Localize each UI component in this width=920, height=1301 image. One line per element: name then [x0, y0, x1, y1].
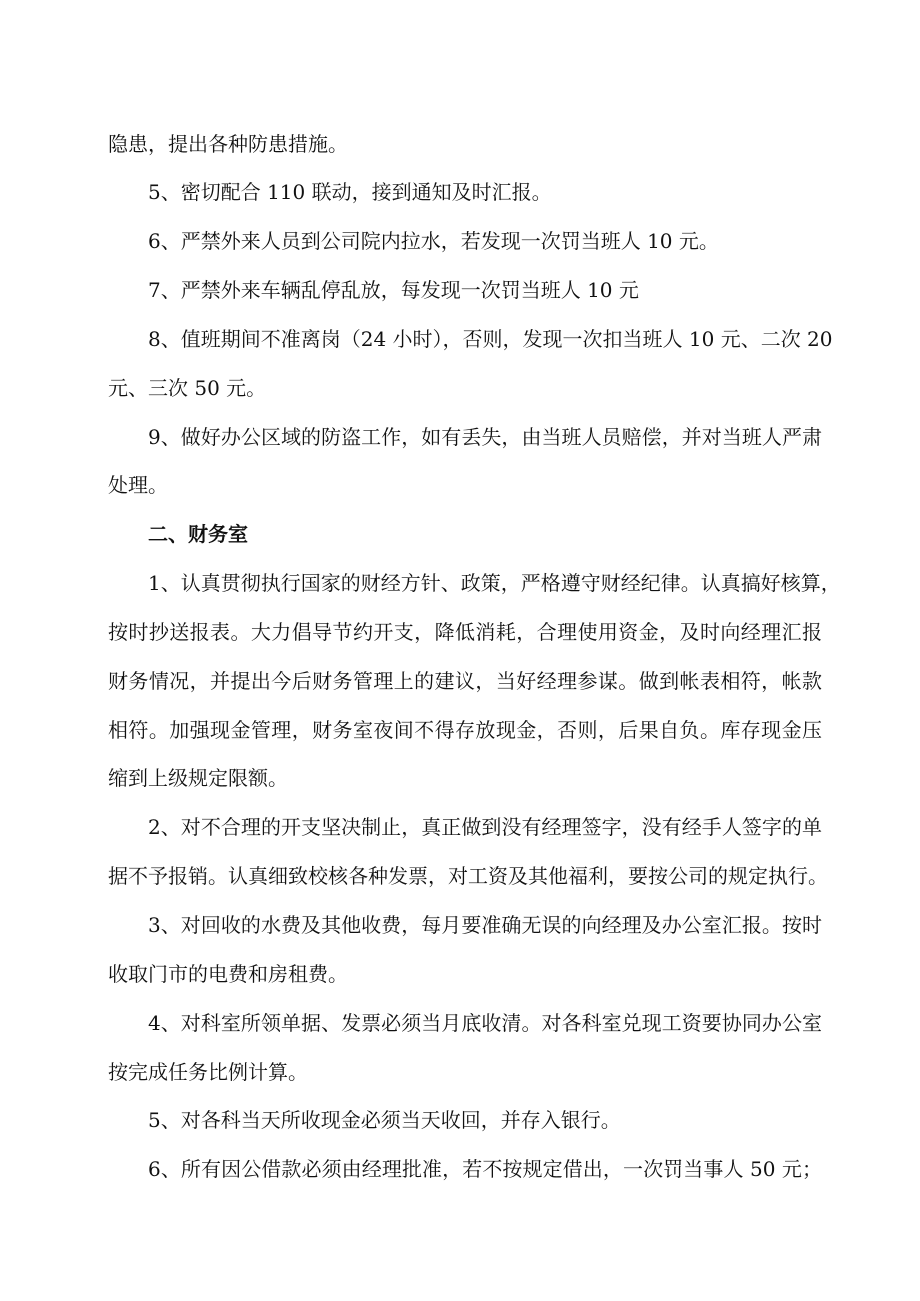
paragraph-line: 3、对回收的水费及其他收费，每月要准确无误的向经理及办公室汇报。按时 [148, 913, 822, 937]
paragraph-line: 1、认真贯彻执行国家的财经方针、政策，严格遵守财经纪律。认真搞好核算， [148, 571, 841, 595]
paragraph-line: 8、值班期间不准离岗（24 小时），否则，发现一次扣当班人 10 元、二次 20 [148, 327, 833, 351]
paragraph-line: 4、对科室所领单据、发票必须当月底收清。对各科室兑现工资要协同办公室 [148, 1011, 822, 1035]
paragraph-line: 隐患，提出各种防患措施。 [108, 132, 348, 156]
paragraph-line: 9、做好办公区域的防盗工作，如有丢失，由当班人员赔偿，并对当班人严肃 [148, 425, 822, 449]
paragraph-line: 按时抄送报表。大力倡导节约开支，降低消耗，合理使用资金，及时向经理汇报 [108, 620, 822, 644]
paragraph-line: 元、三次 50 元。 [108, 376, 267, 400]
paragraph-line: 处理。 [108, 473, 168, 497]
paragraph-line: 5、对各科当天所收现金必须当天收回，并存入银行。 [148, 1108, 621, 1132]
paragraph-line: 5、密切配合 110 联动，接到通知及时汇报。 [148, 180, 552, 204]
paragraph-line: 6、严禁外来人员到公司院内拉水，若发现一次罚当班人 10 元。 [148, 229, 719, 253]
paragraph-line: 按完成任务比例计算。 [108, 1060, 308, 1084]
paragraph-line: 6、所有因公借款必须由经理批准，若不按规定借出，一次罚当事人 50 元； [148, 1157, 822, 1181]
paragraph-line: 2、对不合理的开支坚决制止，真正做到没有经理签字，没有经手人签字的单 [148, 815, 822, 839]
section-heading: 二、财务室 [148, 522, 248, 546]
paragraph-line: 财务情况，并提出今后财务管理上的建议，当好经理参谋。做到帐表相符，帐款 [108, 669, 822, 693]
paragraph-line: 收取门市的电费和房租费。 [108, 962, 348, 986]
paragraph-line: 缩到上级规定限额。 [108, 766, 288, 790]
paragraph-line: 据不予报销。认真细致校核各种发票，对工资及其他福利，要按公司的规定执行。 [108, 864, 828, 888]
paragraph-line: 相符。加强现金管理，财务室夜间不得存放现金，否则，后果自负。库存现金压 [108, 718, 822, 742]
paragraph-line: 7、严禁外来车辆乱停乱放，每发现一次罚当班人 10 元 [148, 278, 639, 302]
